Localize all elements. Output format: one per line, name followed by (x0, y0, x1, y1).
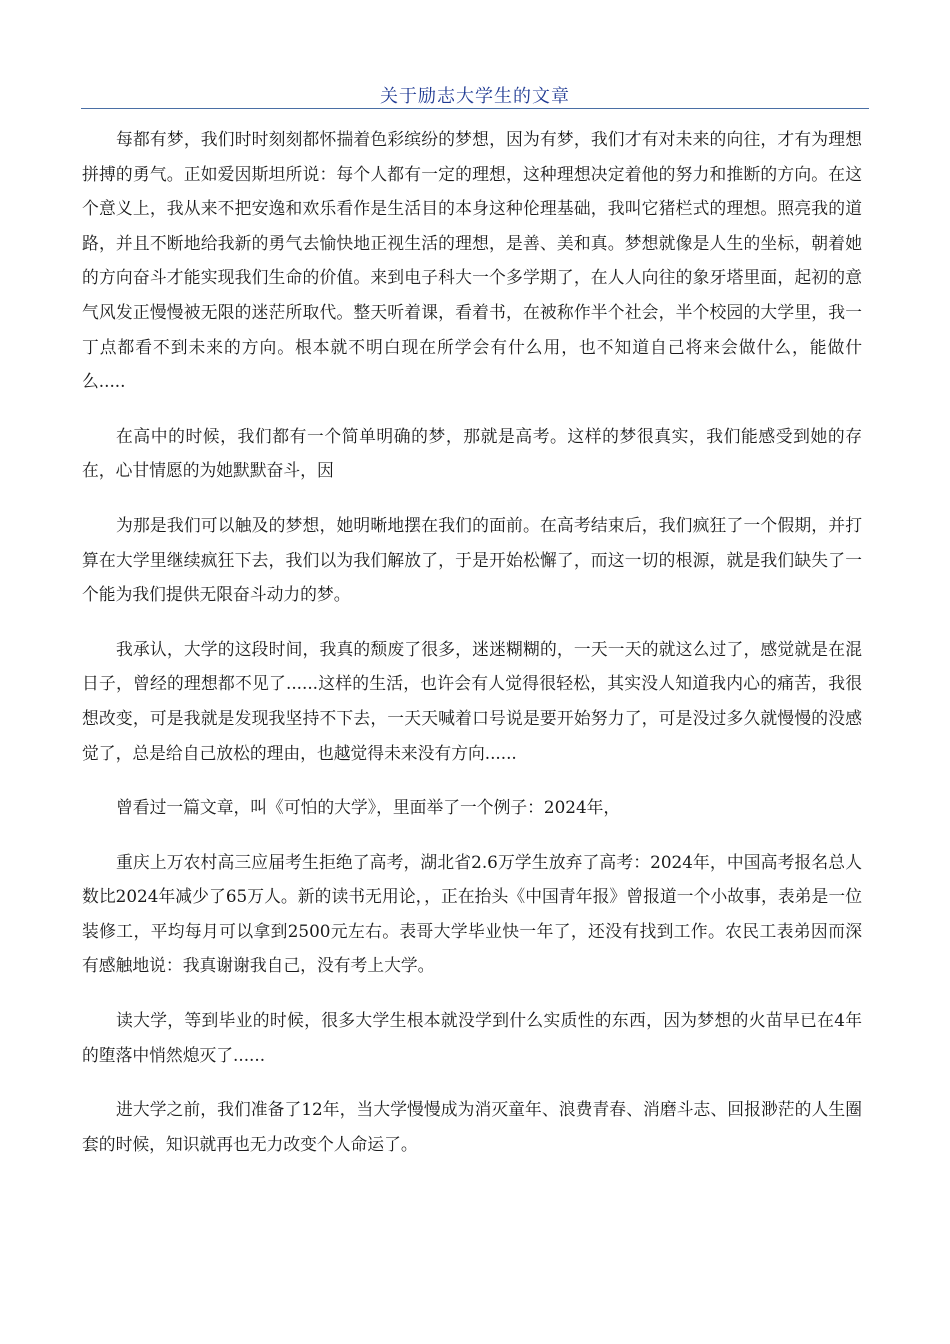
paragraph-1: 每都有梦，我们时时刻刻都怀揣着色彩缤纷的梦想，因为有梦，我们才有对未来的向往，才有为理想拼搏的勇气。正如爱因斯坦所说：每个人都有一定的理想，这种理想决定着他的努力和推断的方向。在这个意义上，我从来不把安逸和欢乐看作是生活目的本身这种伦理基础，我叫它猪栏式的理想。照亮我的道路，并且不断地给我新的勇气去愉快地正视生活的理想，是善、美和真。梦想就像是人生的坐标，朝着她的方向奋斗才能实现我们生命的价值。来到电子科大一个多学期了，在人人向往的象牙塔里面，起初的意气风发正慢慢被无限的迷茫所取代。整天听着课，看着书，在被称作半个社会，半个校园的大学里，我一丁点都看不到未来的方向。根本就不明白现在所学会有什么用，也不知道自己将来会做什么，能做什么..... (82, 129, 862, 392)
paragraph-3: 为那是我们可以触及的梦想，她明晰地摆在我们的面前。在高考结束后，我们疯狂了一个假期，并打算在大学里继续疯狂下去，我们以为我们解放了，于是开始松懈了，而这一切的根源，就是我们缺失了一个能为我们提供无限奋斗动力的梦。 (82, 514, 862, 605)
paragraph-7: 读大学，等到毕业的时候，很多大学生根本就没学到什么实质性的东西，因为梦想的火苗早已在4年的堕落中悄然熄灭了...... (82, 1010, 862, 1065)
title-underline (81, 108, 869, 109)
document-title: 关于励志大学生的文章 (380, 86, 570, 107)
paragraph-4: 我承认，大学的这段时间，我真的颓废了很多，迷迷糊糊的，一天一天的就这么过了，感觉就是在混日子，曾经的理想都不见了......这样的生活，也许会有人觉得很轻松，其实没人知道我内心的痛苦，我很想改变，可是我就是发现我坚持不下去，一天天喊着口号说是要开始努力了，可是没过多久就慢慢的没感觉了，总是给自己放松的理由，也越觉得未来没有方向...... (82, 638, 862, 763)
document-body (82, 122, 862, 1181)
paragraph-2: 在高中的时候，我们都有一个简单明确的梦，那就是高考。这样的梦很真实，我们能感受到她的存在，心甘情愿的为她默默奋斗，因 (82, 425, 862, 481)
paragraph-6: 重庆上万农村高三应届考生拒绝了高考，湖北省2.6万学生放弃了高考：2024年，中国高考报名总人数比2024年减少了65万人。新的读书无用论，，正在抬头《中国青年报》曾报道一个小故事，表弟是一位装修工，平均每月可以拿到2500元左右。表哥大学毕业快一年了，还没有找到工作。农民工表弟因而深有感触地说：我真谢谢我自己，没有考上大学。 (82, 851, 862, 976)
paragraph-8: 进大学之前，我们准备了12年，当大学慢慢成为消灭童年、浪费青春、消磨斗志、回报渺茫的人生圈套的时候，知识就再也无力改变个人命运了。 (82, 1099, 862, 1154)
paragraph-5: 曾看过一篇文章，叫《可怕的大学》，里面举了一个例子：2024年， (116, 797, 621, 818)
